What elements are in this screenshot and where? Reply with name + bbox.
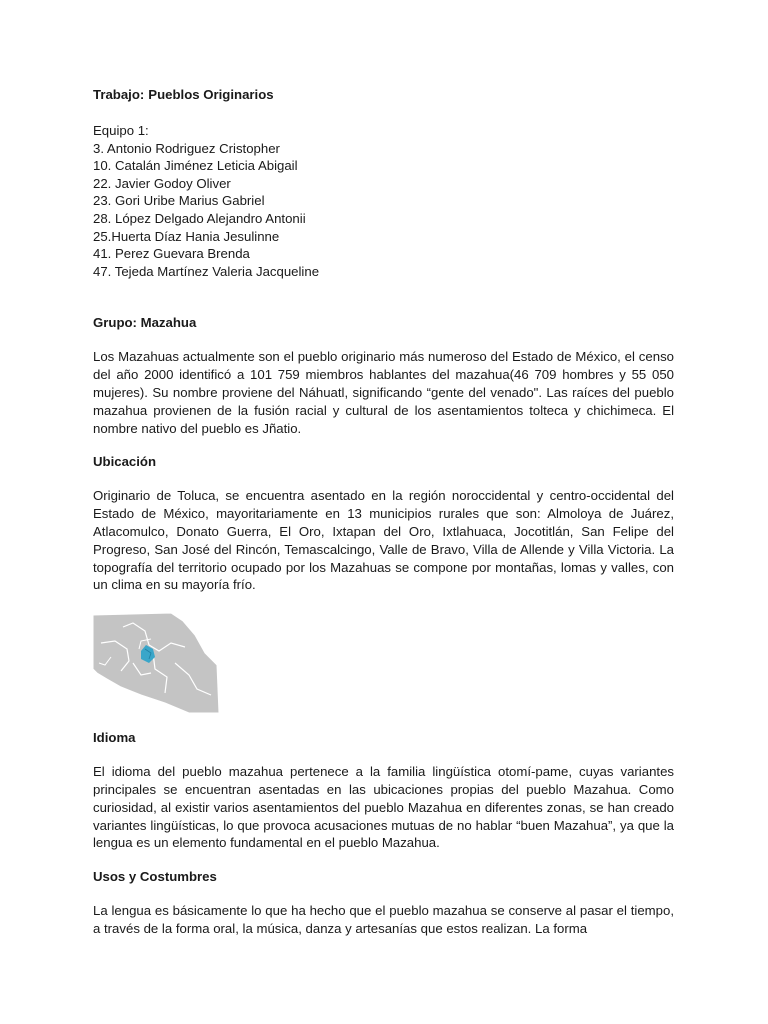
team-label: Equipo 1: — [93, 123, 149, 138]
team-member: 25.Huerta Díaz Hania Jesulinne — [93, 228, 280, 244]
team-member: 23. Gori Uribe Marius Gabriel — [93, 193, 265, 209]
document-title — [93, 86, 674, 104]
ubicacion-paragraph: Originario de Toluca, se encuentra asentado en la región noroccidental y centro-occidental del Estado de México, mayoritariamente en 13 municipios rurales que son: Almoloya de Juárez, Atlacomulco, Donato Guerra, El Oro, Ixtapan del Oro, Ixtlahuaca, Jocotitlán, San Felipe del Progreso, San José del Rincón, Temascalcingo, Valle de Bravo, Villa de Allende y Villa Victoria. La topografía del territorio ocupado por los Mazahuas se compone por montañas, lomas y valles, con un clima en su mayoría frío. — [93, 488, 674, 593]
team-member: 41. Perez Guevara Brenda — [93, 246, 250, 262]
grupo-heading: Grupo: Mazahua — [93, 315, 197, 331]
title-label: Trabajo: — [93, 87, 145, 102]
idioma-paragraph: El idioma del pueblo mazahua pertenece a la familia lingüística otomí-pame, cuyas variantes principales se encuentran asentadas en las ubicaciones propias del pueblo Mazahua. Como curiosidad, al existir varios asentamientos del pueblo Mazahua en diferentes zonas, se han creado variantes lingüísticas, lo que provoca acusaciones mutuas de no hablar “buen Mazahua”, ya que la lengua es un elemento fundamental en el pueblo Mazahua. — [93, 764, 674, 851]
team-member: 47. Tejeda Martínez Valeria Jacqueline — [93, 263, 320, 279]
grupo-paragraph: Los Mazahuas actualmente son el pueblo originario más numeroso del Estado de México, el censo del año 2000 identificó a 101 759 miembros hablantes del mazahua(46 709 hombres y 55 050 mujeres). Su nombre proviene del Náhuatl, significando “gente del venado". Las raíces del pueblo mazahua provienen de la fusión racial y cultural de los asentamientos tolteca y chichimeca. El nombre nativo del pueblo es Jñatio. — [93, 349, 674, 436]
team-block — [93, 122, 674, 280]
team-member: 3. Antonio Rodriguez Cristopher — [93, 140, 280, 156]
team-member: 28. López Delgado Alejandro Antonii — [93, 210, 306, 226]
usos-paragraph: La lengua es básicamente lo que ha hecho que el pueblo mazahua se conserve al pasar el tiempo, a través de la forma oral, la música, danza y artesanías que estos realizan. La forma — [93, 903, 674, 936]
team-member: 22. Javier Godoy Oliver — [93, 175, 231, 191]
ubicacion-heading: Ubicación — [93, 454, 157, 470]
team-member: 10. Catalán Jiménez Leticia Abigail — [93, 158, 298, 174]
usos-heading: Usos y Costumbres — [93, 869, 217, 885]
title-text: Pueblos Originarios — [148, 87, 274, 102]
idioma-heading: Idioma — [93, 730, 136, 746]
document-body — [93, 86, 674, 938]
mexico-state-map — [93, 613, 219, 713]
